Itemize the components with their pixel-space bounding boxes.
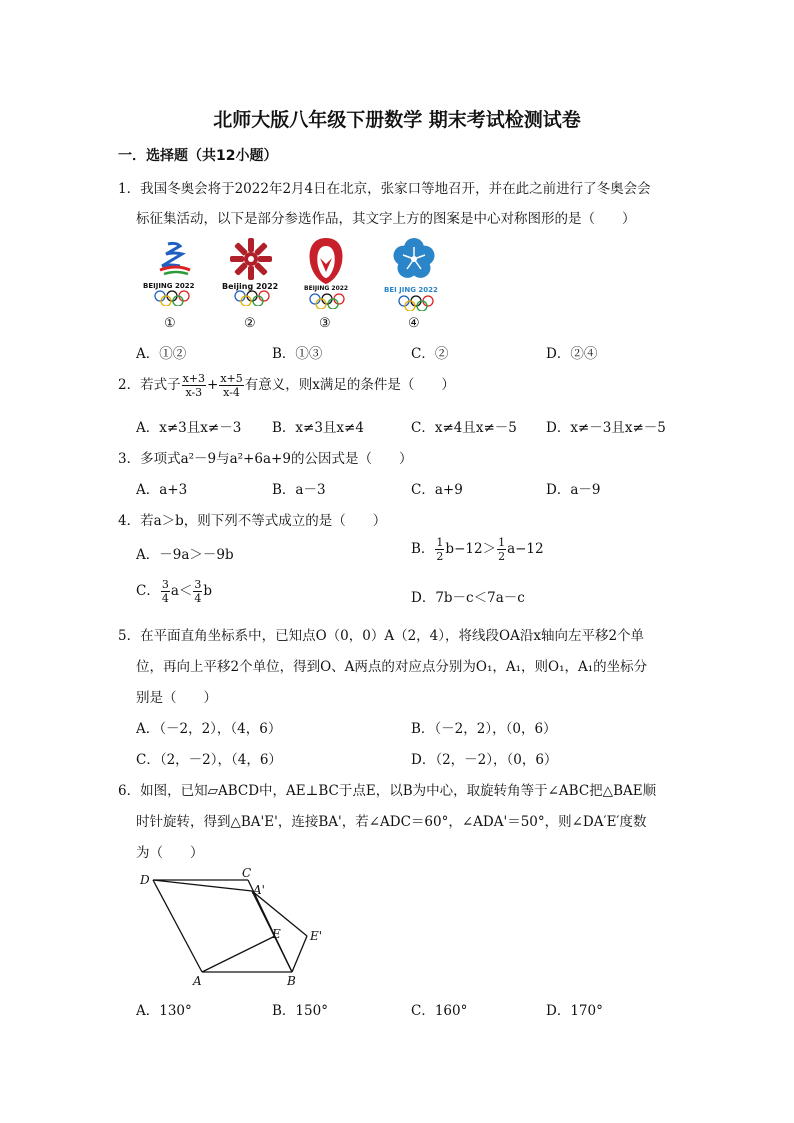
olympic-rings-icon (307, 293, 347, 309)
q4-option-d[interactable]: D．7b－c＜7a－c (411, 590, 525, 606)
q6-line2: 时针旋转，得到△BA'E'，连接BA'，若∠ADC＝60°，∠ADA'＝50°，则∠DA′E′度数 (136, 814, 647, 830)
point-label-E: E (272, 927, 281, 941)
logo-2-label: ② (244, 316, 256, 331)
q2-option-a[interactable]: A．x≠3且x≠－3 (136, 420, 242, 436)
q5-line2: 位，再向上平移2个单位，得到O、A两点的对应点分别为O₁，A₁，则O₁，A₁的坐标分 (136, 659, 648, 675)
q4-option-b[interactable]: B． $\frac{1}{2}$ b−12＞ $\frac{1}{2}$ a−12 (411, 536, 544, 563)
logo-4-label: ④ (408, 316, 420, 331)
q5-option-d[interactable]: D．（2，－2），（0，6） (411, 752, 558, 768)
logo-1-text: BEIJING 2022 (143, 282, 195, 290)
q1-option-c[interactable]: C．② (411, 346, 449, 362)
q4-option-a[interactable]: A．－9a＞－9b (136, 547, 234, 563)
page-title: 北师大版八年级下册数学 期末考试检测试卷 (213, 109, 581, 131)
q1-option-b[interactable]: B．①③ (272, 346, 323, 362)
logo-3-text: BEIJING 2022 (304, 285, 349, 292)
q5-line3: 别是（ ） (136, 690, 217, 706)
logo-4-text: BEI JING 2022 (384, 286, 438, 294)
q6-line3: 为（ ） (136, 845, 204, 861)
q6-option-d[interactable]: D．170° (546, 1003, 603, 1019)
olympic-rings-icon (396, 295, 436, 311)
segment-DA (153, 880, 202, 972)
segment-DA1 (153, 880, 252, 891)
q5-option-b[interactable]: B．（－2，2），（0，6） (411, 721, 557, 737)
q2-option-c[interactable]: C．x≠4且x≠－5 (411, 420, 517, 436)
q5-line1: 5．在平面直角坐标系中，已知点O（0，0）A（2，4），将线段OA沿x轴向左平移2个单 (118, 628, 645, 644)
q2-option-d[interactable]: D．x≠－3且x≠－5 (546, 420, 666, 436)
point-label-B: B (287, 974, 296, 988)
q3-option-a[interactable]: A．a+3 (136, 482, 188, 498)
q6-option-c[interactable]: C．160° (411, 1003, 468, 1019)
logo-2-snowflake-icon (228, 236, 274, 282)
logo-4-flower-icon (391, 236, 437, 282)
olympic-rings-icon (232, 290, 272, 306)
q6-line1: 6．如图，已知▱ABCD中，AE⊥BC于点E，以B为中心，取旋转角等于∠ABC把△BAE顺 (118, 783, 657, 799)
q4-stem: 4．若a＞b，则下列不等式成立的是（ ） (118, 513, 387, 529)
q6-option-a[interactable]: A．130° (136, 1003, 192, 1019)
q2-option-b[interactable]: B．x≠3且x≠4 (272, 420, 364, 436)
logo-3-opera-mask-icon (304, 236, 348, 286)
q3-option-d[interactable]: D．a－9 (546, 482, 601, 498)
q1-option-a[interactable]: A．①② (136, 346, 187, 362)
logo-3-label: ③ (319, 316, 331, 331)
point-label-A: A (193, 974, 202, 988)
q5-option-a[interactable]: A．（－2，2），（4，6） (136, 721, 282, 737)
q3-stem: 3．多项式a²－9与a²+6a+9的公因式是（ ） (118, 451, 413, 467)
logo-1-label: ① (164, 316, 176, 331)
q3-option-c[interactable]: C．a+9 (411, 482, 463, 498)
q6-geometry-figure (135, 866, 335, 991)
point-label-C: C (242, 866, 252, 880)
q5-option-c[interactable]: C．（2，－2），（4，6） (136, 752, 282, 768)
point-label-D: D (140, 873, 150, 887)
q1-option-d[interactable]: D．②④ (546, 346, 598, 362)
section-heading: 一．选择题（共12小题） (118, 148, 278, 164)
point-label-E-prime: E' (310, 929, 323, 943)
q4-option-c[interactable]: C． $\frac{3}{4}$ a＜ $\frac{3}{4}$ b (136, 578, 213, 605)
q2-stem: 2．若式子 $\frac{x+3}{x-3}$ + $\frac{x+5}{x-4}$ 有意义，则x满足的条件是（ ） (118, 372, 455, 399)
q1-line1: 1．我国冬奥会将于2022年2月4日在北京，张家口等地召开，并在此之前进行了冬奥会会 (118, 181, 651, 197)
point-label-A-prime: A' (253, 883, 265, 897)
segment-E1B (292, 936, 307, 972)
logo-2-text: Beijing 2022 (222, 282, 279, 291)
q1-line2: 标征集活动，以下是部分参选作品，其文字上方的图案是中心对称图形的是（ ） (136, 211, 636, 227)
q6-option-b[interactable]: B．150° (272, 1003, 328, 1019)
q3-option-b[interactable]: B．a－3 (272, 482, 326, 498)
olympic-rings-icon (152, 290, 192, 306)
segment-AE (202, 936, 275, 972)
